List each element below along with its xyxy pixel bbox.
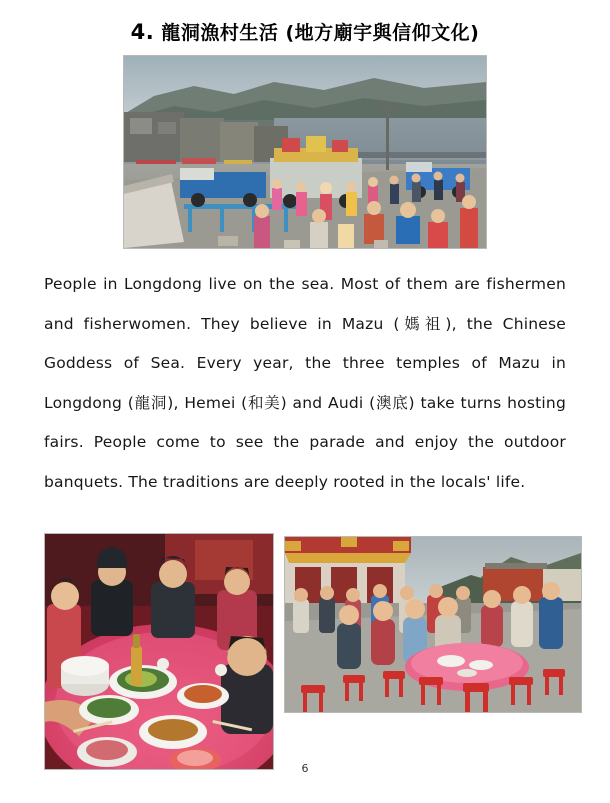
banquet-indoor-photo xyxy=(44,533,274,770)
page-number: 6 xyxy=(301,762,309,775)
temple-parade-photo-graphic xyxy=(124,56,486,248)
page-title xyxy=(44,18,566,45)
figure-row-bottom xyxy=(44,533,580,768)
banquet-indoor-photo-graphic xyxy=(45,534,273,769)
figure-top xyxy=(44,55,566,249)
banquet-outdoor-photo xyxy=(284,536,582,713)
temple-parade-photo xyxy=(123,55,487,249)
section-number: 4. xyxy=(130,20,155,44)
banquet-outdoor-photo-graphic xyxy=(285,537,581,712)
body-paragraph: People in Longdong live on the sea. Most of them are fishermen and fisherwomen. They believe in Mazu (媽祖), the Chinese Goddess of Sea. Every year, the three temples of Mazu in Longdong (龍洞), Hemei (和美) and Audi (澳底) take turns hosting fairs. People come to see the parade and enjoy the outdoor banquets. The traditions are deeply rooted in the locals' life. xyxy=(44,275,566,491)
section-title: 龍洞漁村生活 (地方廟宇與信仰文化) xyxy=(161,22,480,44)
